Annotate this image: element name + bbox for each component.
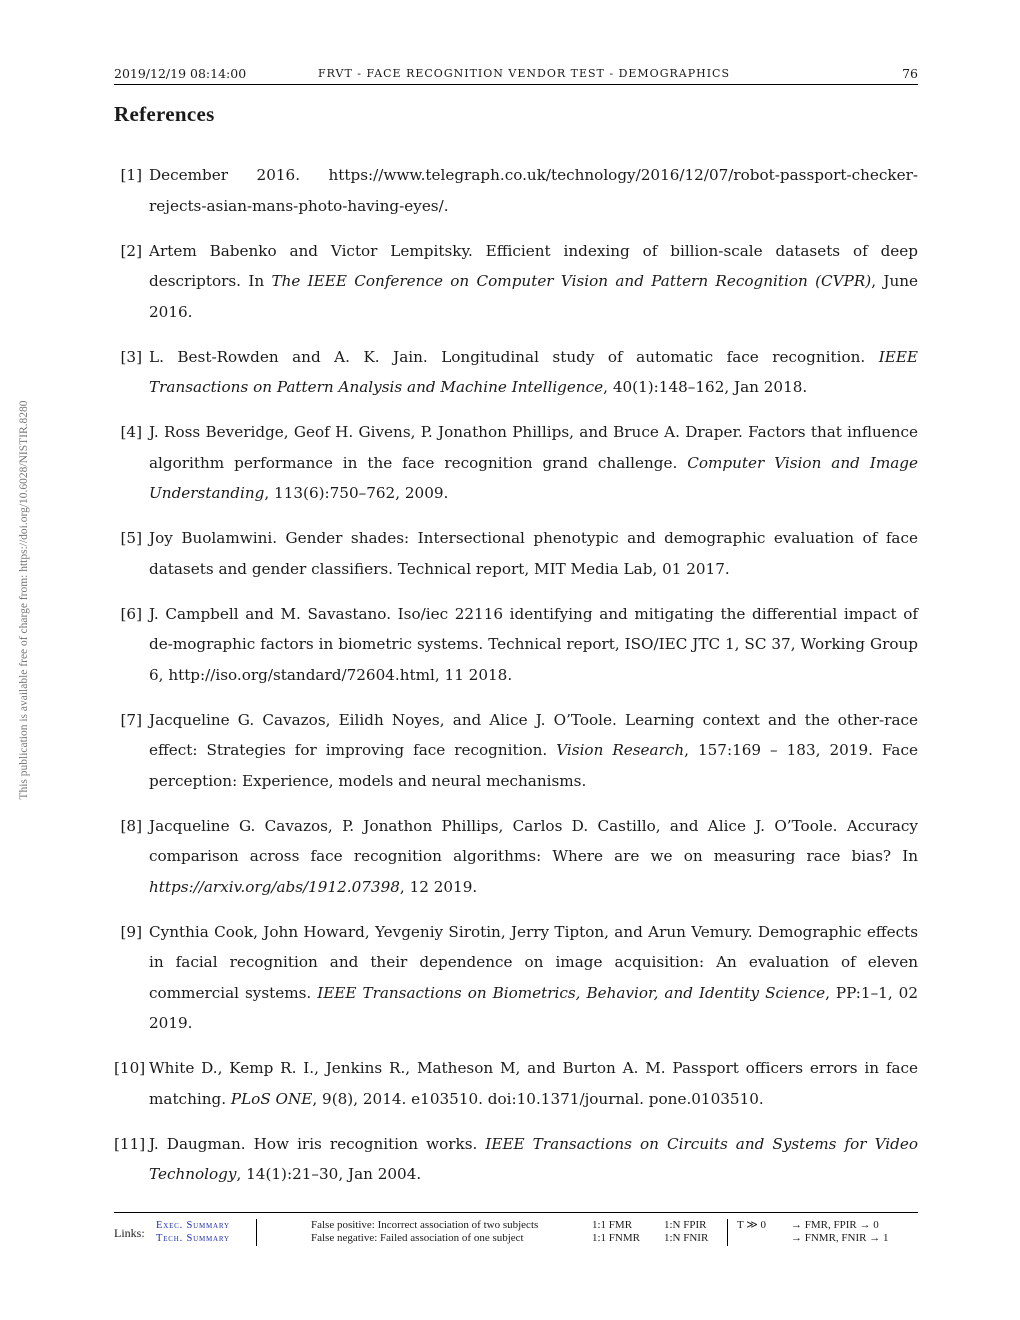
footer-divider [727, 1219, 728, 1246]
reference-venue: https://arxiv.org/abs/1912.07398 [149, 877, 400, 896]
reference-text: Artem Babenko and Victor Lempitsky. Efficient indexing of billion-scale datasets of deep descriptors. In [149, 241, 918, 290]
reference-venue: The IEEE Conference on Computer Vision and Pattern Recognition (CVPR) [271, 272, 872, 290]
page-header [114, 66, 918, 85]
fmr-limit: → FMR, FPIR → 0 [791, 1219, 879, 1231]
one-to-many-metrics [664, 1219, 708, 1245]
reference-number: [7] [120, 710, 142, 729]
tech-summary-link[interactable]: Tech. Summary [156, 1233, 230, 1244]
reference-venue: IEEE Transactions on Biometrics, Behavior, and Identity Science [317, 983, 826, 1002]
reference-item [114, 1053, 918, 1114]
reference-number: [11] [114, 1134, 146, 1153]
page-footer [114, 1212, 918, 1249]
reference-item [114, 917, 918, 1039]
reference-text: , 9(8), 2014. e103510. doi:10.1371/journal. pone.0103510. [312, 1089, 764, 1108]
reference-number: [3] [120, 347, 142, 366]
reference-venue: IEEE Transactions on Circuits and Systems for Video Technology [149, 1134, 919, 1183]
reference-number: [6] [120, 604, 142, 623]
header-title: FRVT - FACE RECOGNITION VENDOR TEST - DEMOGRAPHICS [318, 67, 731, 80]
reference-item [114, 160, 918, 221]
reference-item [114, 236, 918, 328]
reference-number: [10] [114, 1059, 146, 1077]
reference-number: [2] [120, 241, 142, 260]
one-to-one-metrics [592, 1219, 640, 1245]
reference-text: , June 2016. [149, 272, 918, 321]
reference-number: [9] [120, 922, 142, 941]
references-heading: References [114, 102, 215, 126]
reference-text: Cynthia Cook, John Howard, Yevgeniy Sirotin, Jerry Tipton, and Arun Vemury. Demographic effects in facial recognition and their dependence on image acquisition: An evaluation of eleven commercial systems. [149, 922, 918, 1002]
reference-text: , 40(1):148–162, Jan 2018. [603, 378, 808, 396]
false-negative-definition: False negative: Failed association of one subject [311, 1232, 524, 1244]
reference-item [114, 523, 918, 584]
reference-text: L. Best-Rowden and A. K. Jain. Longitudinal study of automatic face recognition. [149, 347, 879, 366]
footer-divider [256, 1219, 257, 1246]
reference-text: Jacqueline G. Cavazos, Eilidh Noyes, and Alice J. O’Toole. Learning context and the other-race effect: Strategies for improving face recognition. [149, 710, 918, 759]
fnmr-limit: → FNMR, FNIR → 1 [791, 1232, 889, 1244]
links-label: Links: [114, 1226, 145, 1240]
fmr-label: 1:1 FMR [592, 1219, 633, 1231]
reference-number: [1] [120, 166, 142, 184]
reference-text: Joy Buolamwini. Gender shades: Intersectional phenotypic and demographic evaluation of face datasets and gender classifiers. Technical report, MIT Media Lab, 01 2017. [149, 529, 918, 578]
reference-item [114, 599, 918, 691]
page-number: 76 [902, 66, 918, 81]
reference-item [114, 705, 918, 797]
doi-sidebar: This publication is available free of charge from: https://doi.org/10.6028/NISTIR.8280 [18, 400, 30, 800]
error-definitions [311, 1219, 538, 1245]
reference-text: , 12 2019. [399, 877, 478, 896]
reference-item [114, 811, 918, 903]
reference-text: , PP:1–1, 02 2019. [149, 983, 918, 1032]
threshold-limits [791, 1219, 889, 1245]
reference-list [114, 160, 918, 1190]
false-positive-definition: False positive: Incorrect association of two subjects [311, 1219, 539, 1231]
reference-text: J. Daugman. How iris recognition works. [149, 1134, 486, 1153]
reference-venue: Computer Vision and Image Understanding [149, 453, 918, 502]
reference-text: White D., Kemp R. I., Jenkins R., Matheson M, and Burton A. M. Passport officers errors in face matching. [149, 1059, 918, 1108]
fnir-label: 1:N FNIR [664, 1232, 709, 1244]
reference-venue: Vision Research [556, 741, 685, 759]
reference-number: [5] [120, 529, 142, 547]
reference-text: December 2016. https://www.telegraph.co.uk/technology/2016/12/07/robot-passport-checker-rejects-asian-mans-photo-having-eyes/. [149, 166, 918, 215]
reference-text: , 113(6):750–762, 2009. [264, 484, 449, 502]
header-date: 2019/12/19 08:14:00 [114, 66, 247, 81]
footer-links [156, 1219, 230, 1245]
reference-item [114, 342, 918, 403]
reference-venue: PLoS ONE [230, 1089, 313, 1108]
reference-text: , 14(1):21–30, Jan 2004. [236, 1165, 422, 1183]
reference-item [114, 1129, 918, 1190]
reference-number: [8] [120, 816, 142, 835]
exec-summary-link[interactable]: Exec. Summary [156, 1220, 230, 1231]
reference-venue: IEEE Transactions on Pattern Analysis and Machine Intelligence [149, 347, 918, 396]
reference-text: J. Campbell and M. Savastano. Iso/iec 22116 identifying and mitigating the differential impact of de-mographic factors in biometric systems. Technical report, ISO/IEC JTC 1, SC 37, Working Group 6, http://iso.org/standard/72604.html, 11 2018. [149, 604, 918, 684]
reference-number: [4] [120, 423, 142, 441]
fpir-label: 1:N FPIR [664, 1219, 707, 1231]
reference-text: J. Ross Beveridge, Geof H. Givens, P. Jonathon Phillips, and Bruce A. Draper. Factors that influence algorithm performance in the face recognition grand challenge. [149, 423, 918, 472]
threshold-label: T ≫ 0 [737, 1219, 767, 1231]
fnmr-label: 1:1 FNMR [592, 1232, 640, 1244]
reference-text: , 157:169 – 183, 2019. Face perception: Experience, models and neural mechanisms. [149, 741, 918, 790]
reference-item [114, 417, 918, 509]
reference-text: Jacqueline G. Cavazos, P. Jonathon Phillips, Carlos D. Castillo, and Alice J. O’Toole. Accuracy comparison across face recognition algorithms: Where are we on measuring race bias? In [149, 816, 918, 865]
